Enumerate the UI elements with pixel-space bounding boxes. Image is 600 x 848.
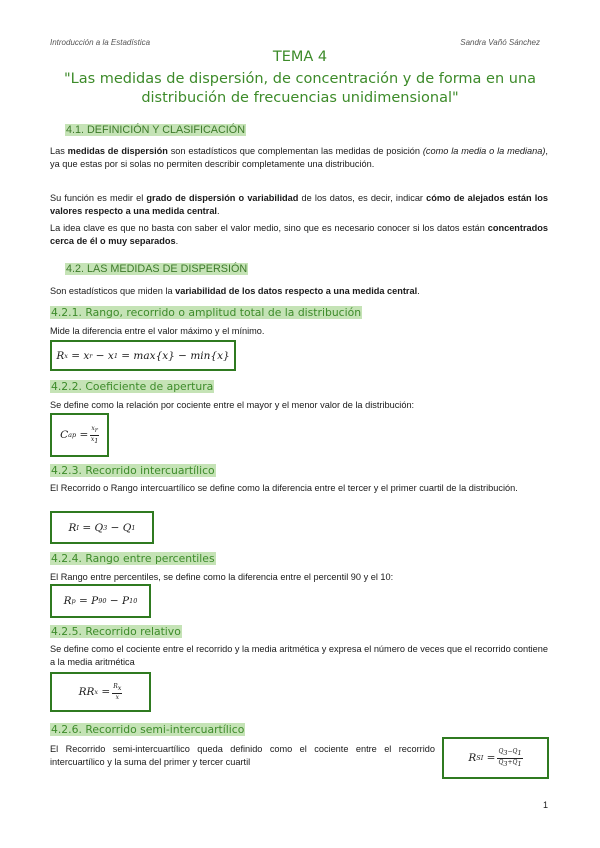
subsection-heading-4-2-4: 4.2.4. Rango entre percentiles xyxy=(51,552,215,565)
formula-aperture: C ap = $\frac{x_r}{x_1}$ xyxy=(50,413,109,457)
text-4-2-6: El Recorrido semi-intercuartílico queda definido como el cociente entre el recorrido intercuartílico y la suma del primer y tercer cuartil xyxy=(50,744,435,767)
subsection-heading-4-2-6: 4.2.6. Recorrido semi-intercuartílico xyxy=(51,723,245,736)
header-left: Introducción a la Estadística xyxy=(50,38,151,47)
paragraph-4-1-a: Las medidas de dispersión son estadísticos que complementan las medidas de posición (como la media o la mediana), ya que estas por si solas no permiten describir completamente una distribución. xyxy=(50,146,548,169)
paragraph-4-1-b: Su función es medir el grado de dispersión o variabilidad de los datos, es decir, indicar cómo de alejados están los valores respecto a una medida central. xyxy=(50,193,548,216)
page-number: 1 xyxy=(542,800,548,810)
section-heading-4-1: 4.1. DEFINICIÓN Y CLASIFICACIÓN xyxy=(66,124,245,136)
paragraph-4-1-c: La idea clave es que no basta con saber el valor medio, sino que es necesario conocer si los datos están concentrados cerca de él o muy separados. xyxy=(50,223,548,246)
formula-relative-range: RR x = $\frac{R_x}{x}$ xyxy=(50,672,151,712)
formula-percentile-range: R p = P 90 − P 10 xyxy=(50,584,151,618)
formula-semi-interquartile: R SI = $\frac{Q_3-Q_1}{Q_3+Q_1}$ xyxy=(442,737,549,779)
text-4-2-4: El Rango entre percentiles, se define como la diferencia entre el percentil 90 y el 10: xyxy=(50,572,394,582)
text-4-2-2: Se define como la relación por cociente entre el mayor y el menor valor de la distribución: xyxy=(50,400,415,410)
subsection-heading-4-2-2: 4.2.2. Coeficiente de apertura xyxy=(51,380,214,393)
text-4-2-3: El Recorrido o Rango intercuartílico se define como la diferencia entre el tercer y el primer cuartil de la distribución. xyxy=(50,483,518,493)
paragraph-4-2: Son estadísticos que miden la variabilidad de los datos respecto a una medida central. xyxy=(50,286,420,296)
subsection-heading-4-2-3: 4.2.3. Recorrido intercuartílico xyxy=(51,464,215,477)
subtitle-line-2: distribución de frecuencias unidimensional" xyxy=(141,90,459,106)
subsection-heading-4-2-1: 4.2.1. Rango, recorrido o amplitud total de la distribución xyxy=(51,306,362,319)
header-right: Sandra Vañó Sánchez xyxy=(460,38,540,47)
subtitle-line-1: "Las medidas de dispersión, de concentración y de forma en una xyxy=(63,71,537,87)
formula-range: R x = x r − x 1 = max{x} − min{x} xyxy=(50,340,236,371)
section-heading-4-2: 4.2. LAS MEDIDAS DE DISPERSIÓN xyxy=(66,263,248,275)
text-4-2-5: Se define como el cociente entre el recorrido y la media aritmética y expresa el número de veces que el recorrido contiene a la media aritmética xyxy=(50,644,548,667)
subsection-heading-4-2-5: 4.2.5. Recorrido relativo xyxy=(51,625,181,638)
text-4-2-1: Mide la diferencia entre el valor máximo y el mínimo. xyxy=(50,326,265,336)
page-subtitle xyxy=(0,70,600,108)
page-title: TEMA 4 xyxy=(272,49,328,65)
formula-interquartile: R I = Q 3 − Q 1 xyxy=(50,511,154,544)
